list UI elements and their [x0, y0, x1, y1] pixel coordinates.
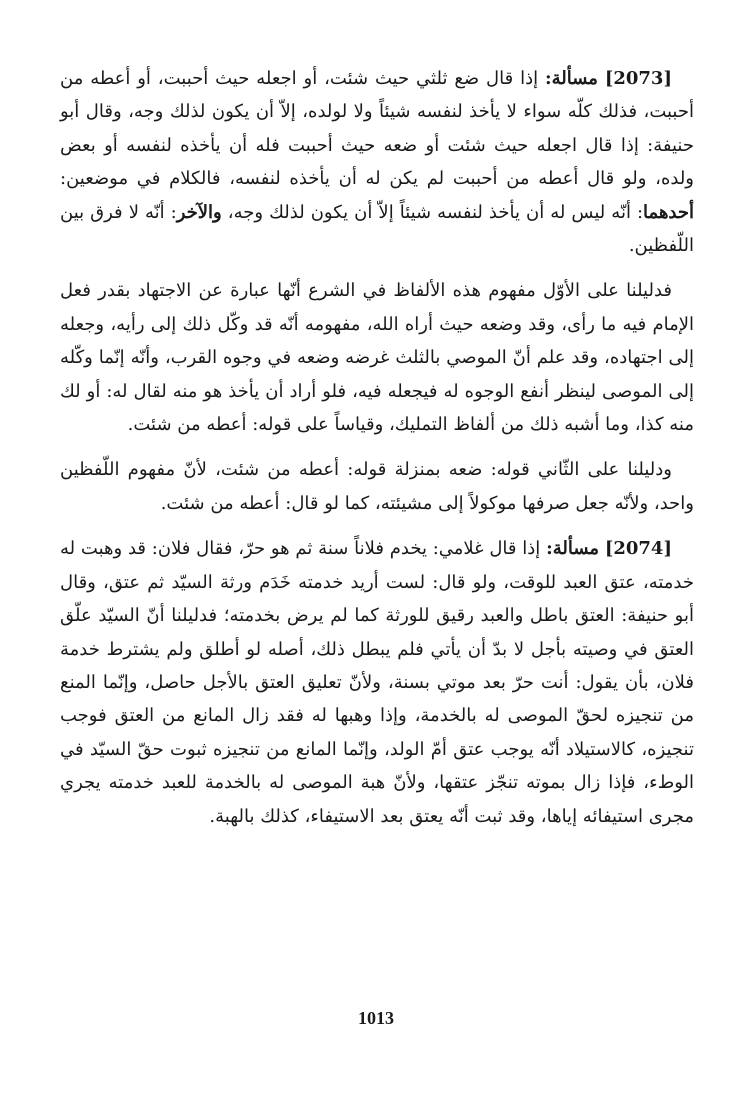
paragraph-text: ودليلنا على الثّاني قوله: ضعه بمنزلة قوله: أعطه من شئت، لأنّ مفهوم اللّفظين واحد، ولأنّه جعل صرفها موكولاً إلى مشيئته، كما لو قال: أعطه من شئت. [60, 459, 694, 514]
issue-label: مسألة: [546, 538, 600, 560]
page-body [60, 62, 694, 1022]
paragraph-first-proof [60, 274, 694, 441]
issue-number: [2074] [604, 538, 672, 560]
issue-number: [2073] [604, 68, 672, 89]
page-number: 1013 [358, 1008, 394, 1028]
bold-term-second: والآخر [176, 201, 222, 223]
bold-term-first: أحدهما [643, 201, 695, 223]
paragraph-text: : أنّه ليس له أن يأخذ لنفسه شيئاً إلاّ أن يكون لذلك وجه، [221, 201, 644, 223]
paragraph-text: : أنّه لا فرق بين اللّفظين. [60, 201, 694, 257]
paragraph-2074 [60, 532, 694, 833]
paragraph-text: فدليلنا على الأوّل مفهوم هذه الألفاظ في الشرع أنّها عبارة عن الاجتهاد بقدر فعل الإمام فيه ما رأى، وقد وضعه حيث أراه الله، مفهومه أنّه قد وكّل ذلك إلى رأيه، وجعله إلى اجتهاده، وقد علم أنّ الموصي بالثلث غرضه وضعه في وجوه القرب، وأنّه إنّما وكّله إلى الموصى لينظر أنفع الوجوه له فيجعله فيه، فلو أراد أن يأخذ هو منه لقال له: أو لك منه كذا، وما أشبه ذلك من ألفاظ التمليك، وقياساً على قوله: أعطه من شئت. [60, 280, 694, 436]
paragraph-text: إذا قال ضع ثلثي حيث شئت، أو اجعله حيث أحببت، أو أعطه من أحببت، فذلك كلّه سواء لا يأخذ لنفسه شيئاً ولا لولده، إلاّ أن يكون لذلك وجه، وقال أبو حنيفة: إذا قال اجعله حيث شئت أو ضعه حيث أحببت فله أن يأخذه لنفسه أو بعض ولده، ولو قال أعطه من أحببت لم يكن له أن يأخذه لنفسه، فالكلام في موضعين: [60, 68, 694, 190]
paragraph-second-proof [60, 453, 694, 520]
paragraph-2073 [60, 62, 694, 262]
paragraph-text: إذا قال غلامي: يخدم فلاناً سنة ثم هو حرّ، فقال فلان: قد وهبت له خدمته، عتق العبد للوقت، ولو قال: لست أريد خدمته خَدَم ورثة السيّد ثم عتق، وقال أبو حنيفة: العتق باطل والعبد رقيق للورثة كما لم يرض بخدمته؛ فدليلنا أنّ السيّد علّق العتق في وصيته بأجل لا بدّ أن يأتي فلم يبطل ذلك، أصله لو أطلق ولم يشترط خدمة فلان، بأن يقول: أنت حرّ بعد موتي بسنة، ولأنّ تعليق العتق بالأجل حاصل، وإنّما المنع من تنجيزه لحقّ الموصى له بالخدمة، وإذا وهبها له فقد زال المانع من العتق فوجب تنجيزه، كالاستيلاد أنّه يوجب عتق أمّ الولد، وإنّما المانع من تنجيزه ثبوت حقّ السيّد في الوطء، فإذا زال بموته تنجّز عتقها، ولأنّ هبة الموصى له بالخدمة للعبد خدمته يجري مجرى استيفائه إياها، وقد ثبت أنّه يعتق بعد الاستيفاء، كذلك بالهبة. [60, 538, 695, 827]
issue-label: مسألة: [544, 68, 598, 89]
